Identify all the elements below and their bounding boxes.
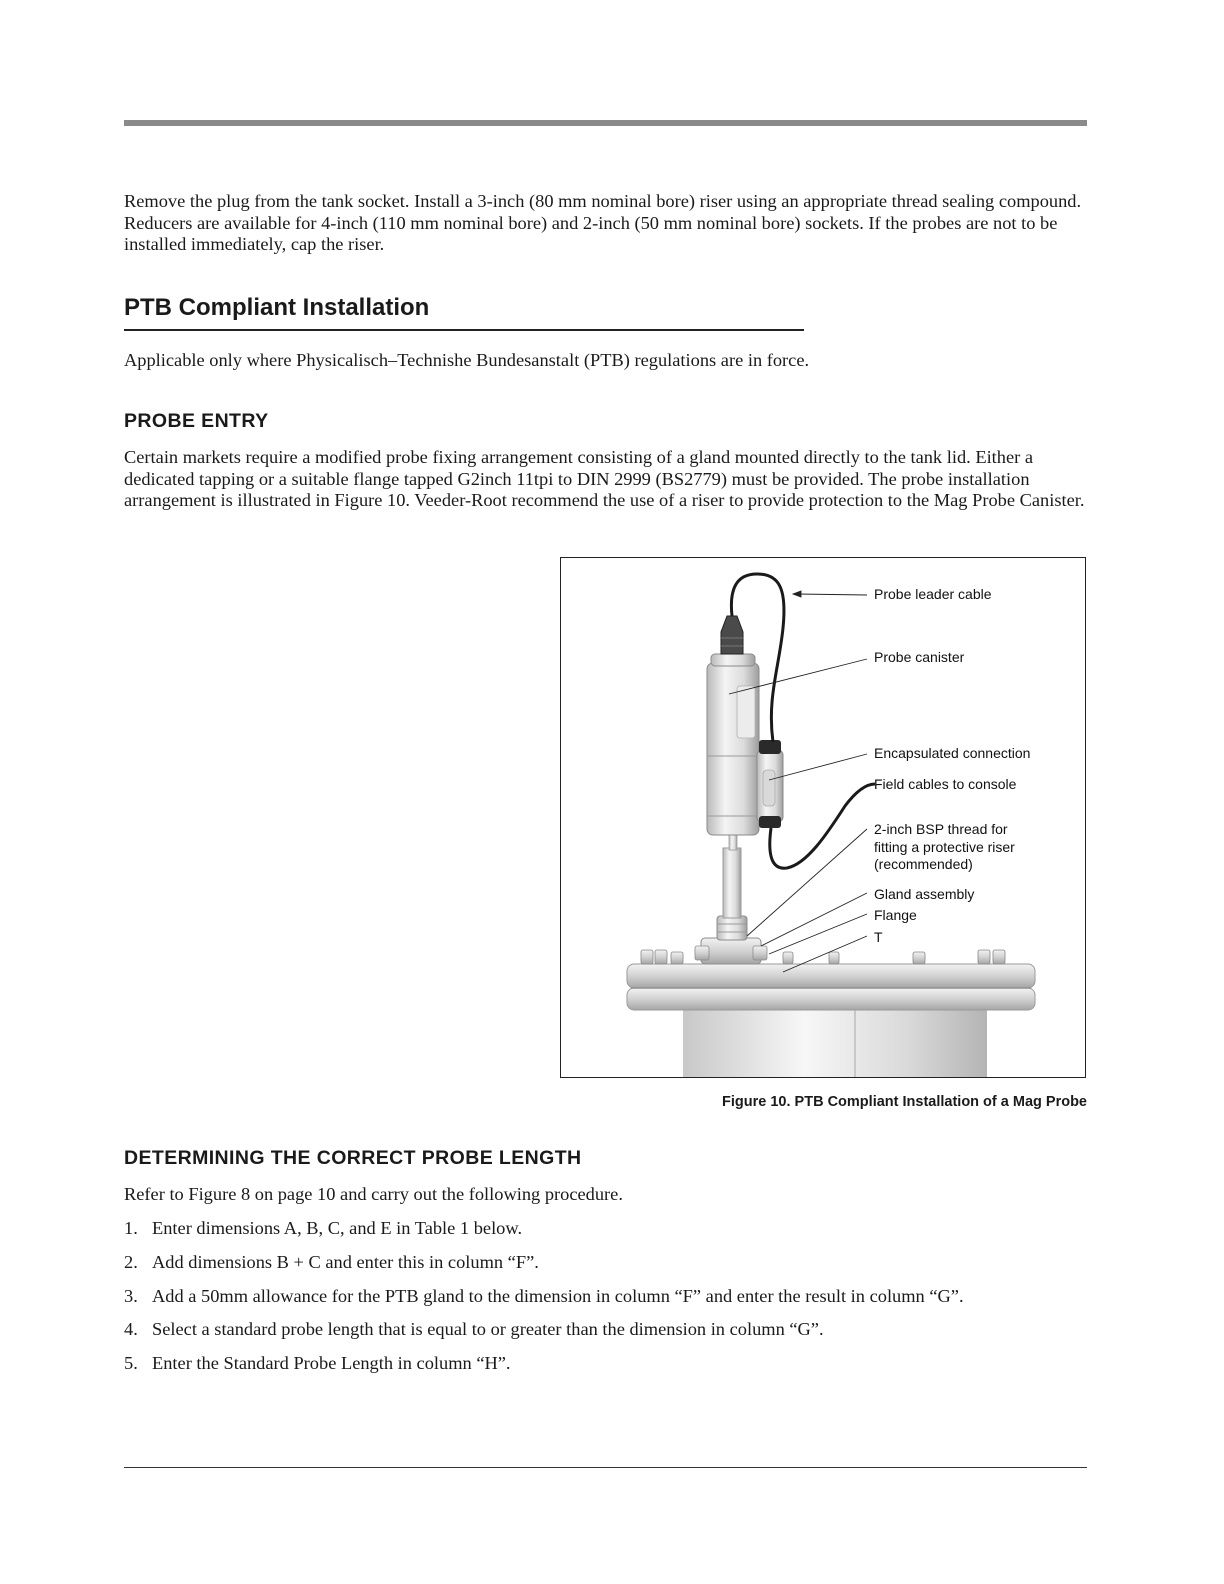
- step-4-text: Select a standard probe length that is equal to or greater than the dimension in column “G”.: [152, 1319, 824, 1339]
- figure-10: [560, 557, 1086, 1078]
- step-1-number: 1.: [124, 1218, 138, 1238]
- callout-bsp-thread-line3: (recommended): [874, 856, 973, 872]
- field-cable: [770, 784, 875, 868]
- callout-encapsulated-connection: Encapsulated connection: [874, 745, 1031, 761]
- step-4-number: 4.: [124, 1319, 138, 1339]
- probe-shaft: [723, 848, 741, 918]
- callout-probe-canister: Probe canister: [874, 649, 965, 665]
- tank-pipe: [683, 1008, 987, 1078]
- lower-flange: [627, 988, 1035, 1010]
- callout-field-cables: Field cables to console: [874, 776, 1017, 792]
- step-3-number: 3.: [124, 1286, 138, 1306]
- callout-bsp-thread-line1: 2-inch BSP thread for: [874, 821, 1008, 837]
- t-piece: [701, 938, 761, 964]
- callout-bsp-thread-line2: fitting a protective riser: [874, 839, 1015, 855]
- probe-length-intro: Refer to Figure 8 on page 10 and carry out the following procedure.: [124, 1184, 623, 1204]
- step-2-text: Add dimensions B + C and enter this in column “F”.: [152, 1252, 539, 1272]
- step-5-text: Enter the Standard Probe Length in column “H”.: [152, 1353, 511, 1373]
- section-paragraph: Applicable only where Physicalisch–Technishe Bundesanstalt (PTB) regulations are in force.: [124, 350, 810, 370]
- mag-probe-illustration: [561, 558, 1086, 1078]
- callout-flange: Flange: [874, 907, 917, 923]
- gland-assembly: [717, 916, 747, 940]
- callout-t: T: [874, 929, 883, 945]
- section-title-rule: [124, 329, 804, 331]
- probe-length-heading: DETERMINING THE CORRECT PROBE LENGTH: [124, 1147, 582, 1169]
- figure-caption: Figure 10. PTB Compliant Installation of a Mag Probe: [722, 1094, 1087, 1110]
- probe-entry-paragraph: Certain markets require a modified probe fixing arrangement consisting of a gland mounted directly to the tank lid. Either a dedicated tapping or a suitable flange tapped G2inch 11tpi to DIN 2999 (BS2779) must be provided. The probe installation arrangement is illustrated in Figure 10. Veeder-Root recommend the use of a riser to provide protection to the Mag Probe Canister.: [124, 447, 1085, 511]
- probe-entry-heading: PROBE ENTRY: [124, 410, 269, 432]
- step-1-text: Enter dimensions A, B, C, and E in Table 1 below.: [152, 1218, 523, 1238]
- connector-top: [721, 616, 743, 654]
- header-rule: [124, 120, 1087, 126]
- footer-rule: [124, 1467, 1087, 1468]
- section-title: PTB Compliant Installation: [124, 294, 430, 321]
- step-2-number: 2.: [124, 1252, 138, 1272]
- upper-flange: [627, 964, 1035, 988]
- callout-probe-leader-cable: Probe leader cable: [874, 586, 992, 602]
- intro-paragraph: Remove the plug from the tank socket. Install a 3-inch (80 mm nominal bore) riser using an appropriate thread sealing compound. Reducers are available for 4-inch (110 mm nominal bore) and 2-inch (50 mm nominal bore) sockets. If the probes are not to be installed immediately, cap the riser.: [124, 191, 1082, 255]
- step-3-text: Add a 50mm allowance for the PTB gland to the dimension in column “F” and enter the result in column “G”.: [152, 1286, 964, 1306]
- step-5-number: 5.: [124, 1353, 138, 1373]
- callout-gland-assembly: Gland assembly: [874, 886, 975, 902]
